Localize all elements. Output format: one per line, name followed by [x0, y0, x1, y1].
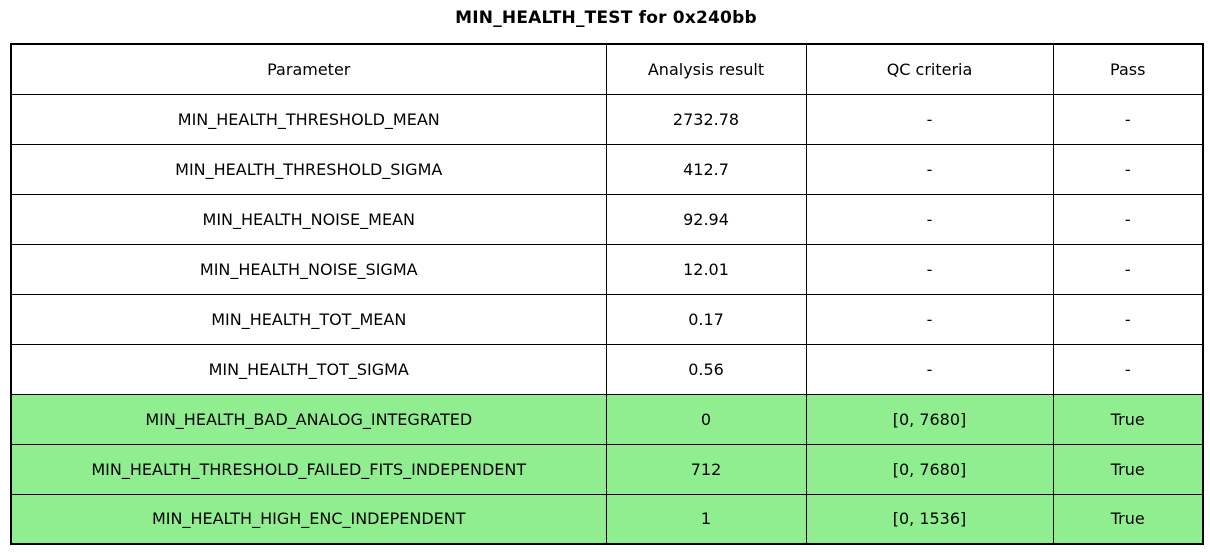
cell-parameter: MIN_HEALTH_TOT_MEAN: [11, 294, 606, 344]
cell-analysis-result: 0: [606, 394, 806, 444]
cell-analysis-result: 1: [606, 494, 806, 544]
cell-pass: True: [1053, 394, 1203, 444]
cell-analysis-result: 92.94: [606, 194, 806, 244]
cell-qc-criteria: -: [806, 194, 1053, 244]
table-row: [11, 344, 1203, 394]
cell-qc-criteria: [0, 1536]: [806, 494, 1053, 544]
cell-parameter: MIN_HEALTH_BAD_ANALOG_INTEGRATED: [11, 394, 606, 444]
column-header-analysis-result: Analysis result: [606, 44, 806, 94]
cell-qc-criteria: [0, 7680]: [806, 394, 1053, 444]
cell-analysis-result: 12.01: [606, 244, 806, 294]
cell-analysis-result: 712: [606, 444, 806, 494]
cell-qc-criteria: -: [806, 344, 1053, 394]
cell-parameter: MIN_HEALTH_THRESHOLD_SIGMA: [11, 144, 606, 194]
cell-pass: -: [1053, 344, 1203, 394]
cell-pass: -: [1053, 244, 1203, 294]
qc-results-table: [10, 43, 1204, 545]
cell-qc-criteria: -: [806, 244, 1053, 294]
cell-parameter: MIN_HEALTH_NOISE_MEAN: [11, 194, 606, 244]
cell-parameter: MIN_HEALTH_NOISE_SIGMA: [11, 244, 606, 294]
table-body: [11, 94, 1203, 544]
cell-pass: -: [1053, 194, 1203, 244]
table-row: [11, 394, 1203, 444]
column-header-parameter: Parameter: [11, 44, 606, 94]
cell-pass: True: [1053, 444, 1203, 494]
cell-qc-criteria: -: [806, 294, 1053, 344]
table-row: [11, 294, 1203, 344]
table-header-row: [11, 44, 1203, 94]
cell-pass: -: [1053, 94, 1203, 144]
column-header-pass: Pass: [1053, 44, 1203, 94]
cell-parameter: MIN_HEALTH_TOT_SIGMA: [11, 344, 606, 394]
table-row: [11, 244, 1203, 294]
cell-analysis-result: 2732.78: [606, 94, 806, 144]
table-row: [11, 194, 1203, 244]
cell-analysis-result: 412.7: [606, 144, 806, 194]
cell-pass: True: [1053, 494, 1203, 544]
cell-analysis-result: 0.56: [606, 344, 806, 394]
cell-analysis-result: 0.17: [606, 294, 806, 344]
cell-parameter: MIN_HEALTH_HIGH_ENC_INDEPENDENT: [11, 494, 606, 544]
table-row: [11, 444, 1203, 494]
cell-pass: -: [1053, 144, 1203, 194]
cell-qc-criteria: [0, 7680]: [806, 444, 1053, 494]
table-row: [11, 494, 1203, 544]
table-row: [11, 94, 1203, 144]
cell-qc-criteria: -: [806, 144, 1053, 194]
cell-parameter: MIN_HEALTH_THRESHOLD_FAILED_FITS_INDEPENDENT: [11, 444, 606, 494]
column-header-qc-criteria: QC criteria: [806, 44, 1053, 94]
cell-pass: -: [1053, 294, 1203, 344]
cell-parameter: MIN_HEALTH_THRESHOLD_MEAN: [11, 94, 606, 144]
cell-qc-criteria: -: [806, 94, 1053, 144]
table-row: [11, 144, 1203, 194]
page-title: MIN_HEALTH_TEST for 0x240bb: [455, 8, 757, 28]
